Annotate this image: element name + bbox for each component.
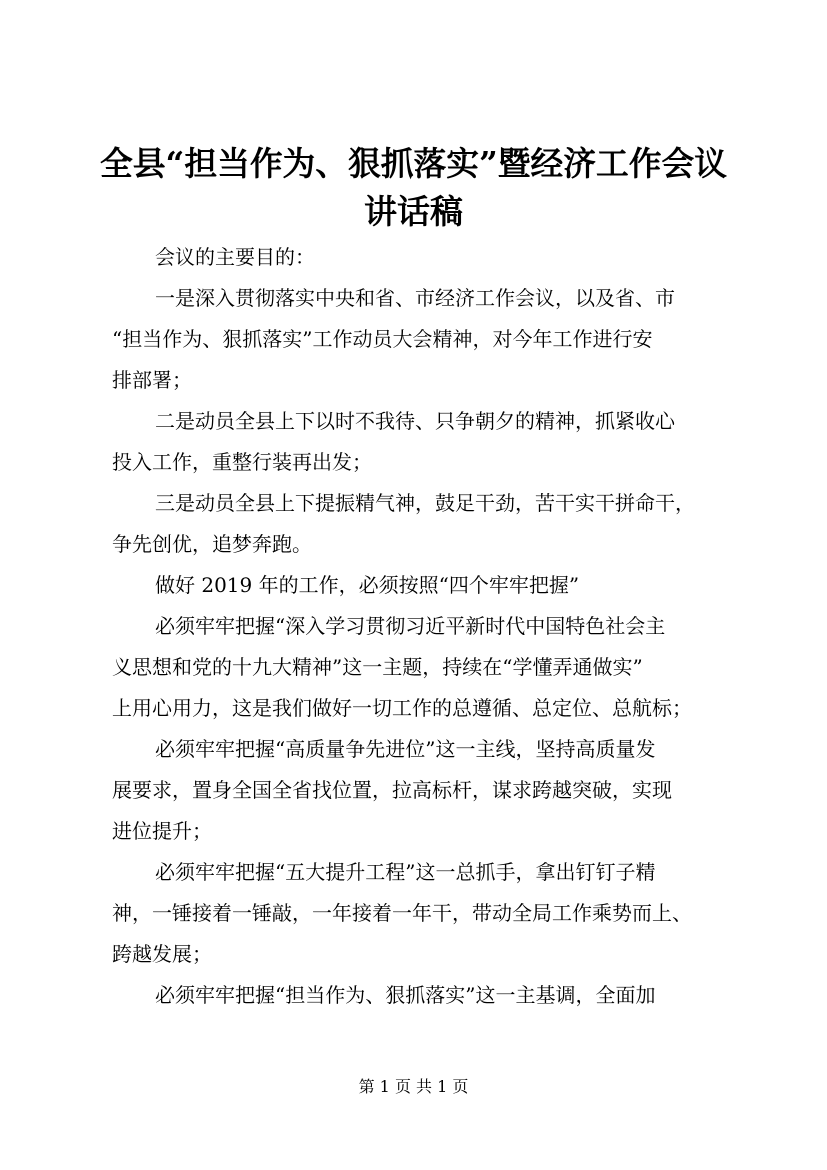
title-line-1: 全县“担当作为、狠抓落实”暨经济工作会议 (100, 144, 727, 183)
paragraph-line: 二是动员全县上下以时不我待、只争朝夕的精神，抓紧收心 (155, 409, 675, 433)
paragraph-line: 进位提升； (112, 819, 212, 843)
paragraph-line: 必须牢牢把握“深入学习贯彻习近平新时代中国特色社会主 (155, 614, 666, 638)
paragraph-line: 跨越发展； (112, 942, 212, 966)
paragraph-line: 义思想和党的十九大精神”这一主题，持续在“学懂弄通做实” (112, 655, 643, 679)
paragraph-line: 排部署； (112, 368, 192, 392)
paragraph-line: 做好 2019 年的工作，必须按照“四个牢牢把握” (155, 573, 580, 597)
page-footer: 第 1 页 共 1 页 (358, 1077, 469, 1096)
paragraph (112, 852, 722, 975)
paragraph-line: 必须牢牢把握“五大提升工程”这一总抓手，拿出钉钉子精 (155, 860, 656, 884)
paragraph (112, 606, 722, 729)
paragraph (112, 565, 722, 606)
paragraph-line: 必须牢牢把握“高质量争先进位”这一主线，坚持高质量发 (155, 737, 656, 761)
paragraph-line: 争先创优，追梦奔跑。 (112, 532, 312, 556)
title-line-2: 讲话稿 (364, 192, 463, 231)
paragraph-line: 一是深入贯彻落实中央和省、市经济工作会议，以及省、市 (155, 286, 675, 310)
paragraph (112, 975, 722, 1016)
paragraph-line: “担当作为、狠抓落实”工作动员大会精神，对今年工作进行安 (112, 327, 653, 351)
document-body (112, 237, 722, 1016)
paragraph-line: 会议的主要目的： (155, 245, 315, 269)
paragraph-line: 投入工作，重整行装再出发； (112, 450, 372, 474)
paragraph-line: 三是动员全县上下提振精气神，鼓足干劲，苦干实干拼命干， (155, 491, 695, 515)
paragraph (112, 237, 722, 278)
paragraph (112, 729, 722, 852)
paragraph (112, 483, 722, 565)
paragraph-line: 神，一锤接着一锤敲，一年接着一年干，带动全局工作乘势而上、 (112, 901, 692, 925)
paragraph-line: 必须牢牢把握“担当作为、狠抓落实”这一主基调，全面加 (155, 983, 656, 1007)
paragraph (112, 278, 722, 401)
paragraph (112, 401, 722, 483)
paragraph-line: 展要求，置身全国全省找位置，拉高标杆，谋求跨越突破，实现 (112, 778, 672, 802)
paragraph-line: 上用心用力，这是我们做好一切工作的总遵循、总定位、总航标； (112, 696, 692, 720)
document-title (100, 140, 727, 236)
